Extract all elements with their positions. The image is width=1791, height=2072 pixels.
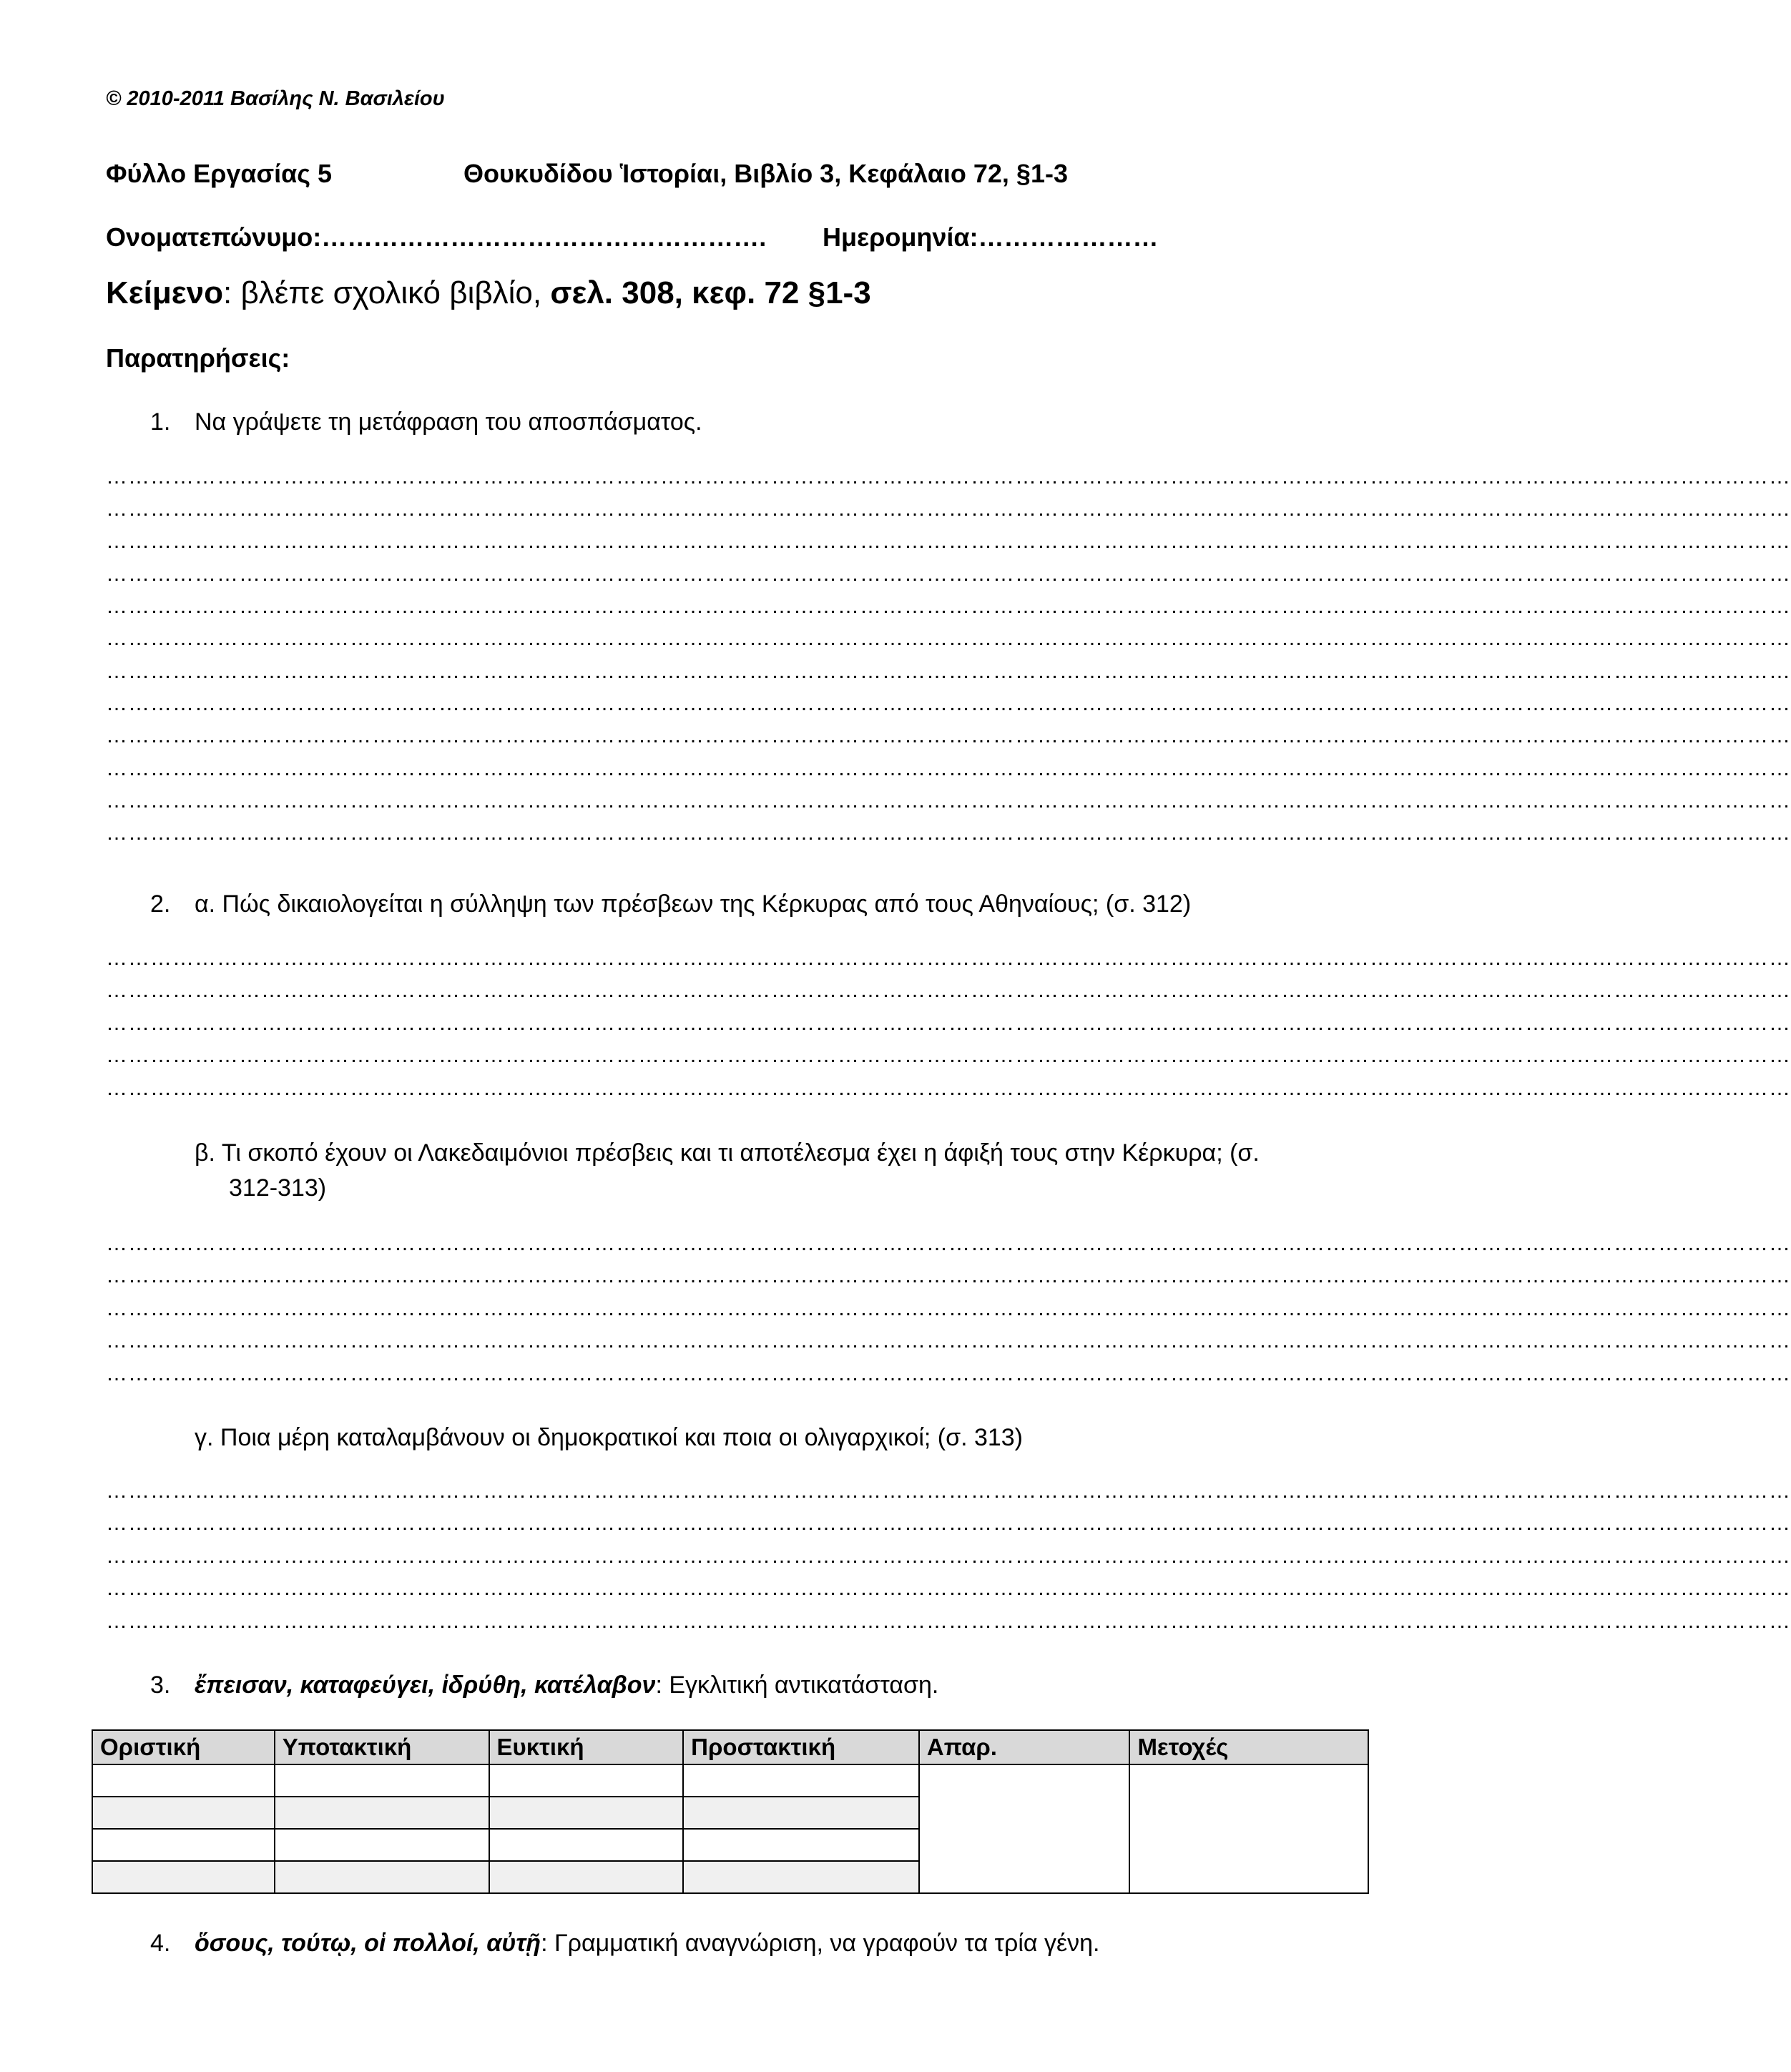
table-cell[interactable] bbox=[683, 1797, 919, 1829]
answer-line[interactable]: ………………………………………………………………………………………………………………………………………………………………………………………………………… bbox=[106, 1609, 1791, 1633]
table-cell[interactable] bbox=[275, 1829, 489, 1861]
table-cell[interactable] bbox=[92, 1861, 275, 1893]
question-2a-text: α. Πώς δικαιολογείται η σύλληψη των πρέσβεων της Κέρκυρας από τους Αθηναίους; (σ. 312) bbox=[195, 890, 1192, 918]
table-cell[interactable] bbox=[92, 1797, 275, 1829]
answer-line[interactable]: ………………………………………………………………………………………………………………………………………………………………………………………………………… bbox=[106, 594, 1791, 618]
question-4-instruction: : Γραμματική αναγνώριση, να γραφούν τα τρία γένη. bbox=[541, 1930, 1100, 1957]
header-infinitive: Απαρ. bbox=[919, 1730, 1130, 1764]
answer-line[interactable]: ………………………………………………………………………………………………………………………………………………………………………………………………………… bbox=[106, 724, 1791, 747]
answer-line[interactable]: ………………………………………………………………………………………………………………………………………………………………………………………………………… bbox=[106, 1264, 1791, 1287]
answer-line[interactable]: ………………………………………………………………………………………………………………………………………………………………………………………………………… bbox=[106, 1479, 1791, 1503]
answer-line[interactable]: ………………………………………………………………………………………………………………………………………………………………………………………………………… bbox=[106, 1076, 1791, 1100]
question-3-number: 3. bbox=[150, 1671, 171, 1699]
question-1-text: Να γράψετε τη μετάφραση του αποσπάσματος. bbox=[195, 408, 702, 436]
table-cell[interactable] bbox=[275, 1797, 489, 1829]
answer-line[interactable]: ………………………………………………………………………………………………………………………………………………………………………………………………………… bbox=[106, 1362, 1791, 1385]
header-imperative: Προστακτική bbox=[683, 1730, 919, 1764]
answer-line[interactable]: ………………………………………………………………………………………………………………………………………………………………………………………………………… bbox=[106, 659, 1791, 683]
question-2b-text-line-2: 312-313) bbox=[229, 1174, 327, 1202]
answer-line[interactable]: ………………………………………………………………………………………………………………………………………………………………………………………………………… bbox=[106, 692, 1791, 715]
question-4-number: 4. bbox=[150, 1930, 171, 1957]
question-2-number: 2. bbox=[150, 890, 171, 918]
observations-heading: Παρατηρήσεις: bbox=[106, 343, 290, 373]
question-1-number: 1. bbox=[150, 408, 171, 436]
question-2c-text: γ. Ποια μέρη καταλαμβάνουν οι δημοκρατικοί και ποια οι ολιγαρχικοί; (σ. 313) bbox=[195, 1424, 1024, 1451]
answer-line[interactable]: ………………………………………………………………………………………………………………………………………………………………………………………………………… bbox=[106, 1511, 1791, 1535]
answer-line[interactable]: ………………………………………………………………………………………………………………………………………………………………………………………………………… bbox=[106, 789, 1791, 812]
table-cell[interactable] bbox=[275, 1764, 489, 1797]
answer-line[interactable]: ………………………………………………………………………………………………………………………………………………………………………………………………………… bbox=[106, 1297, 1791, 1320]
table-row bbox=[92, 1764, 1368, 1797]
table-cell[interactable] bbox=[489, 1829, 684, 1861]
question-3-instruction: : Εγκλιτική αντικατάσταση. bbox=[655, 1671, 939, 1699]
text-reference-middle: : βλέπε σχολικό βιβλίο, bbox=[223, 275, 551, 310]
text-reference bbox=[106, 275, 871, 311]
answer-line[interactable]: ………………………………………………………………………………………………………………………………………………………………………………………………………… bbox=[106, 627, 1791, 650]
answer-line[interactable]: ………………………………………………………………………………………………………………………………………………………………………………………………………… bbox=[106, 1576, 1791, 1600]
answer-line[interactable]: ………………………………………………………………………………………………………………………………………………………………………………………………………… bbox=[106, 497, 1791, 521]
answer-line[interactable]: ………………………………………………………………………………………………………………………………………………………………………………………………………… bbox=[106, 1544, 1791, 1568]
table-cell[interactable] bbox=[489, 1861, 684, 1893]
answer-line[interactable]: ………………………………………………………………………………………………………………………………………………………………………………………………………… bbox=[106, 1329, 1791, 1352]
answer-line[interactable]: ………………………………………………………………………………………………………………………………………………………………………………………………………… bbox=[106, 1044, 1791, 1067]
date-field-label: Ημερομηνία:………………… bbox=[823, 222, 1159, 252]
header-participles: Μετοχές bbox=[1129, 1730, 1368, 1764]
question-2b-text-line-1: β. Τι σκοπό έχουν οι Λακεδαιμόνιοι πρέσβεις και τι αποτέλεσμα έχει η άφιξή τους στην Κέρκυρα; (σ. bbox=[195, 1139, 1260, 1167]
answer-line[interactable]: ………………………………………………………………………………………………………………………………………………………………………………………………………… bbox=[106, 1232, 1791, 1255]
question-4-words: ὅσους, τούτῳ, οἱ πολλοί, αὐτῇ bbox=[195, 1930, 541, 1957]
answer-line[interactable]: ………………………………………………………………………………………………………………………………………………………………………………………………………… bbox=[106, 757, 1791, 780]
answer-line[interactable]: ………………………………………………………………………………………………………………………………………………………………………………………………………… bbox=[106, 978, 1791, 1002]
answer-line[interactable]: ………………………………………………………………………………………………………………………………………………………………………………………………………… bbox=[106, 821, 1791, 845]
table-cell[interactable] bbox=[683, 1829, 919, 1861]
answer-line[interactable]: ………………………………………………………………………………………………………………………………………………………………………………………………………… bbox=[106, 465, 1791, 488]
table-cell[interactable] bbox=[683, 1764, 919, 1797]
table-cell[interactable] bbox=[489, 1764, 684, 1797]
participles-cell[interactable] bbox=[1129, 1764, 1368, 1893]
question-3-text bbox=[195, 1671, 938, 1699]
table-cell[interactable] bbox=[92, 1764, 275, 1797]
answer-line[interactable]: ………………………………………………………………………………………………………………………………………………………………………………………………………… bbox=[106, 529, 1791, 553]
name-field-label: Ονοματεπώνυμο:……………………………………………. bbox=[106, 222, 767, 252]
answer-line[interactable]: ………………………………………………………………………………………………………………………………………………………………………………………………………… bbox=[106, 946, 1791, 970]
table-cell[interactable] bbox=[92, 1829, 275, 1861]
infinitive-cell[interactable] bbox=[919, 1764, 1130, 1893]
mood-table bbox=[92, 1729, 1369, 1894]
answer-line[interactable]: ………………………………………………………………………………………………………………………………………………………………………………………………………… bbox=[106, 562, 1791, 586]
header-optative: Ευκτική bbox=[489, 1730, 684, 1764]
table-cell[interactable] bbox=[275, 1861, 489, 1893]
table-cell[interactable] bbox=[683, 1861, 919, 1893]
question-4-text bbox=[195, 1930, 1099, 1958]
copyright-notice: © 2010-2011 Βασίλης Ν. Βασιλείου bbox=[106, 87, 445, 110]
table-cell[interactable] bbox=[489, 1797, 684, 1829]
worksheet-number: Φύλλο Εργασίας 5 bbox=[106, 159, 333, 188]
question-3-words: ἔπεισαν, καταφεύγει, ἱδρύθη, κατέλαβον bbox=[195, 1671, 656, 1699]
text-reference-label: Κείμενο bbox=[106, 275, 224, 310]
text-reference-page: σελ. 308, κεφ. 72 §1-3 bbox=[550, 275, 871, 310]
answer-line[interactable]: ………………………………………………………………………………………………………………………………………………………………………………………………………… bbox=[106, 1011, 1791, 1035]
header-subjunctive: Υποτακτική bbox=[275, 1730, 489, 1764]
header-indicative: Οριστική bbox=[92, 1730, 275, 1764]
source-reference: Θουκυδίδου Ἱστορίαι, Βιβλίο 3, Κεφάλαιο 72, §1-3 bbox=[463, 159, 1068, 188]
